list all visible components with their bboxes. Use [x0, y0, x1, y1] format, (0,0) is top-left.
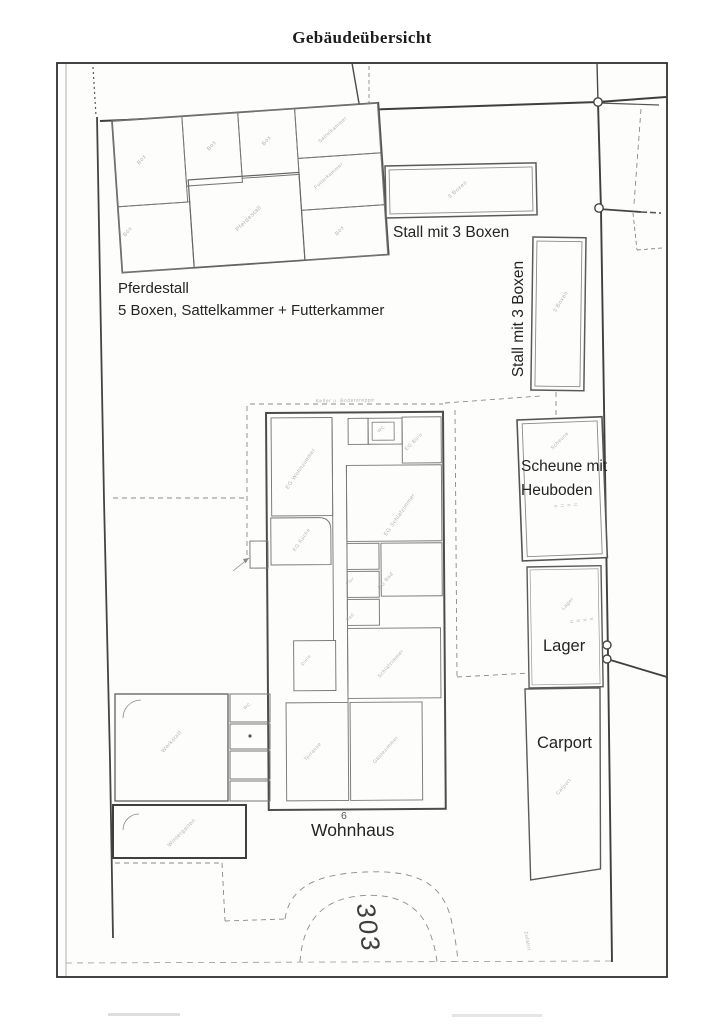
pencil-note: EG Wohnzimmer: [284, 447, 318, 491]
pencil-note: Carport: [555, 777, 573, 797]
scheune-label-line2: Heuboden: [521, 482, 593, 499]
stall-right-label: Stall mit 3 Boxen: [510, 260, 527, 378]
lager-building: [527, 566, 603, 688]
pencil-note: = = = =: [553, 501, 579, 511]
pencil-note: 3 Boxen: [552, 290, 570, 314]
pencil-note: Keller u. Bodentreppe: [315, 397, 375, 405]
pencil-note: Box: [122, 225, 134, 239]
pencil-note: Diele: [299, 653, 313, 667]
pferdestall-label-line2: 5 Boxen, Sattelkammer + Futterkammer: [118, 302, 385, 319]
pferdestall-building: [112, 103, 389, 273]
house-number-label: 6: [341, 810, 347, 822]
wohnhaus-label: Wohnhaus: [311, 820, 395, 840]
pencil-note: 3 Boxen: [447, 179, 469, 201]
pencil-note: WC: [376, 424, 386, 434]
stall-top-label: Stall mit 3 Boxen: [393, 224, 510, 241]
scan-artifacts: [108, 1013, 542, 1017]
carport-label: Carport: [537, 734, 593, 752]
pencil-note: Scheune: [549, 430, 571, 452]
pencil-note: Gästezimmer: [371, 734, 401, 766]
scheune-label-line1: Scheune mit: [521, 458, 608, 475]
pencil-note: Box: [261, 134, 273, 148]
pencil-note: Box: [334, 224, 346, 238]
pencil-note: WC: [242, 701, 252, 711]
pencil-note: = = = =: [569, 615, 595, 627]
pencil-note: Zufahrt: [522, 930, 532, 952]
pferdestall-label: [118, 278, 384, 322]
wohnhaus-building: [249, 412, 446, 810]
pencil-note: EG Schlafzimmer: [383, 492, 417, 538]
pencil-note: Werkstatt: [160, 729, 184, 755]
stall-right-building: [531, 237, 586, 391]
scheune-label: [521, 455, 607, 503]
pencil-note: Lager: [560, 596, 576, 612]
lager-label: Lager: [543, 637, 586, 655]
pencil-note: Bad: [344, 611, 356, 623]
road-number-label: 303: [350, 903, 387, 953]
pencil-note: EG Büro: [403, 431, 425, 453]
pencil-note: Wintergarten: [166, 817, 198, 849]
pencil-note: Schlafzimmer: [376, 648, 406, 680]
pencil-note: Pferdestall: [234, 204, 264, 234]
pencil-note: Sattelkammer: [317, 115, 349, 145]
pencil-note: EG Küche: [291, 527, 313, 553]
pencil-note: Box: [136, 153, 148, 167]
pencil-note: Futterkammer: [313, 161, 345, 191]
page-title: Gebäudeübersicht: [292, 28, 432, 47]
pferdestall-label-line1: Pferdestall: [118, 280, 189, 297]
pencil-note: Flur: [344, 575, 356, 587]
pencil-note: EG Bad: [377, 571, 395, 591]
pencil-note: Box: [206, 139, 218, 153]
pencil-note: Terrasse: [303, 741, 323, 763]
